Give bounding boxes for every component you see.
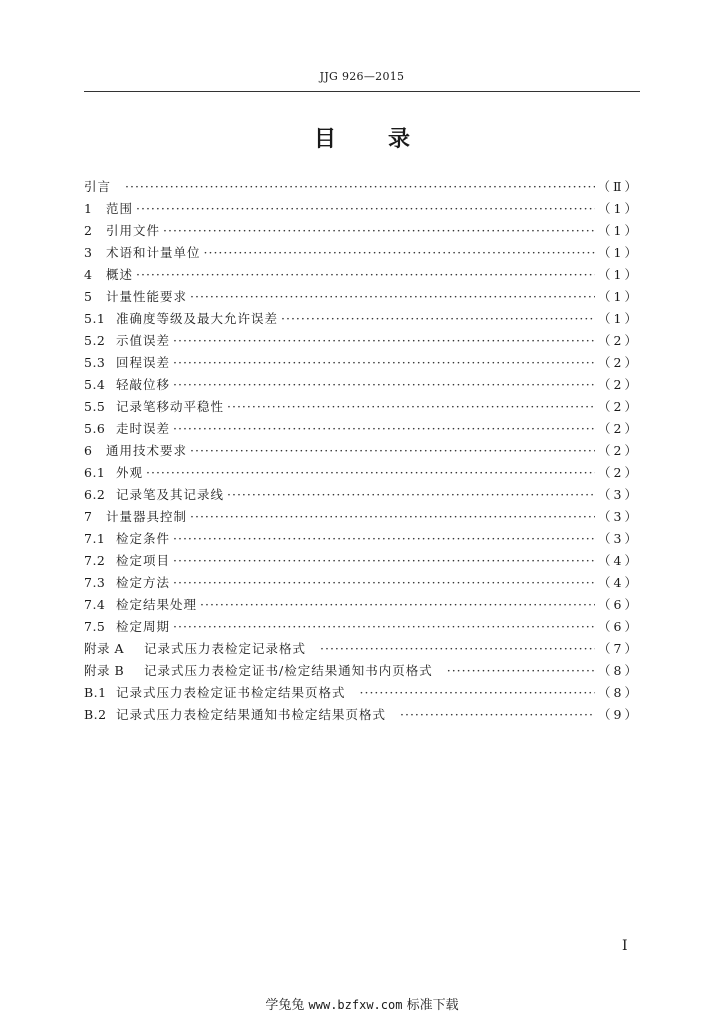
toc-entry-number: 2 [84,223,93,238]
toc-entry-label: 记录笔及其记录线 [116,487,225,502]
toc-entry-page: （8） [598,663,640,678]
table-of-contents [84,176,640,726]
toc-entry-label: 检定结果处理 [116,597,198,612]
toc-leader-dots [281,308,595,330]
toc-leader-dots [320,638,595,660]
toc-leader-dots [163,220,595,242]
toc-leader-dots [173,418,595,440]
toc-entry-label: 走时误差 [116,421,171,436]
toc-entry-page: （4） [598,553,640,568]
toc-leader-dots [173,616,595,638]
toc-entry-page: （2） [598,377,640,392]
footer-suffix: 标准下载 [406,998,459,1013]
toc-entry[interactable] [84,198,640,220]
toc-entry-number: 7.2 [84,553,106,568]
toc-entry-page: （7） [598,641,640,656]
toc-entry-number: 7.3 [84,575,106,590]
toc-entry-page: （3） [598,487,640,502]
toc-entry[interactable] [84,528,640,550]
toc-leader-dots [400,704,595,726]
toc-entry-label: 计量器具控制 [106,509,188,524]
toc-entry[interactable] [84,704,640,726]
toc-entry-page: （4） [598,575,640,590]
toc-entry[interactable] [84,506,640,528]
toc-entry[interactable] [84,418,640,440]
toc-entry-label: 示值误差 [116,333,171,348]
toc-entry-number: 5.4 [84,377,106,392]
toc-leader-dots [173,330,595,352]
toc-leader-dots [190,506,595,528]
toc-entry-page: （2） [598,333,640,348]
toc-entry-page: （3） [598,509,640,524]
toc-leader-dots [173,572,595,594]
toc-leader-dots [136,264,595,286]
toc-entry-label: 检定方法 [116,575,171,590]
toc-entry-number: B.1 [84,685,107,700]
toc-entry-page: （8） [598,685,640,700]
toc-entry[interactable] [84,550,640,572]
toc-entry-number: 5.5 [84,399,106,414]
toc-entry-number: 6.1 [84,465,106,480]
toc-entry-number: 附录 A [84,641,125,656]
toc-entry-number: 7.5 [84,619,106,634]
toc-entry-page: （1） [598,311,640,326]
toc-entry-label: 轻敲位移 [116,377,171,392]
toc-entry-page: （3） [598,531,640,546]
toc-entry-page: （2） [598,399,640,414]
toc-entry-number: 6 [84,443,93,458]
toc-entry-label: 记录笔移动平稳性 [116,399,225,414]
toc-entry-page: （1） [598,223,640,238]
toc-entry-label: 引用文件 [106,223,161,238]
toc-entry[interactable] [84,638,640,660]
toc-leader-dots [200,594,595,616]
toc-entry-page: （2） [598,421,640,436]
toc-entry-label: 计量性能要求 [106,289,188,304]
toc-leader-dots [173,528,595,550]
toc-entry[interactable] [84,396,640,418]
toc-leader-dots [360,682,596,704]
footer-url[interactable]: www.bzfxw.com [308,998,403,1012]
toc-entry-page: （1） [598,245,640,260]
toc-entry-label: 范围 [106,201,134,216]
toc-entry-number: 5 [84,289,93,304]
toc-entry[interactable] [84,462,640,484]
toc-entry-label: 记录式压力表检定结果通知书检定结果页格式 [116,707,387,722]
footer-watermark [0,994,724,1013]
toc-entry-label: 术语和计量单位 [106,245,201,260]
toc-entry-number: 7 [84,509,93,524]
toc-entry[interactable] [84,330,640,352]
page-number: I [622,938,628,954]
footer-site-name: 学兔兔 [265,998,305,1013]
toc-leader-dots [136,198,595,220]
toc-entry-page: （6） [598,619,640,634]
toc-entry-page: （6） [598,597,640,612]
toc-entry[interactable] [84,352,640,374]
header-rule [84,91,640,92]
toc-entry-label: 引言 [84,179,112,194]
toc-leader-dots [190,286,595,308]
toc-entry[interactable] [84,682,640,704]
toc-entry[interactable] [84,374,640,396]
page-title: 目录 [313,126,462,152]
toc-entry-label: 通用技术要求 [106,443,188,458]
toc-leader-dots [227,396,595,418]
toc-leader-dots [173,550,595,572]
toc-entry[interactable] [84,286,640,308]
toc-entry[interactable] [84,264,640,286]
toc-entry-number: 6.2 [84,487,106,502]
toc-entry-page: （2） [598,465,640,480]
toc-entry-label: 检定条件 [116,531,171,546]
toc-entry-label: 记录式压力表检定证书/检定结果通知书内页格式 [144,663,433,678]
toc-entry-label: 记录式压力表检定记录格式 [144,641,307,656]
toc-entry-label: 回程误差 [116,355,171,370]
toc-entry[interactable] [84,440,640,462]
toc-entry-number: 5.2 [84,333,106,348]
toc-entry-page: （9） [598,707,640,722]
toc-entry-number: 1 [84,201,93,216]
toc-leader-dots [227,484,595,506]
toc-entry-page: （1） [598,201,640,216]
toc-entry-page: （2） [598,443,640,458]
document-code-header: JJG 926—2015 [319,70,405,83]
toc-entry[interactable] [84,176,640,198]
toc-leader-dots [447,660,595,682]
toc-entry-label: 外观 [116,465,144,480]
toc-leader-dots [146,462,595,484]
toc-entry-number: 7.4 [84,597,106,612]
toc-entry-number: 3 [84,245,93,260]
toc-leader-dots [173,374,595,396]
toc-entry-number: 5.3 [84,355,106,370]
toc-entry-label: 概述 [106,267,134,282]
toc-entry[interactable] [84,242,640,264]
toc-entry-label: 记录式压力表检定证书检定结果页格式 [116,685,346,700]
toc-entry-page: （1） [598,267,640,282]
toc-entry-number: 7.1 [84,531,106,546]
toc-entry[interactable] [84,572,640,594]
toc-entry[interactable] [84,660,640,682]
toc-entry-number: 4 [84,267,93,282]
toc-leader-dots [125,176,594,198]
toc-entry-page: （2） [598,355,640,370]
toc-entry-label: 检定周期 [116,619,171,634]
toc-entry[interactable] [84,484,640,506]
toc-leader-dots [173,352,595,374]
toc-entry[interactable] [84,308,640,330]
toc-entry-label: 检定项目 [116,553,171,568]
toc-entry-number: B.2 [84,707,107,722]
toc-leader-dots [190,440,595,462]
toc-leader-dots [204,242,596,264]
toc-entry[interactable] [84,594,640,616]
toc-entry-number: 附录 B [84,663,125,678]
toc-entry-number: 5.6 [84,421,106,436]
toc-entry[interactable] [84,616,640,638]
toc-entry-page: （1） [598,289,640,304]
toc-entry[interactable] [84,220,640,242]
toc-entry-label: 准确度等级及最大允许误差 [116,311,279,326]
toc-entry-page: （Ⅱ） [597,179,640,194]
toc-entry-number: 5.1 [84,311,106,326]
